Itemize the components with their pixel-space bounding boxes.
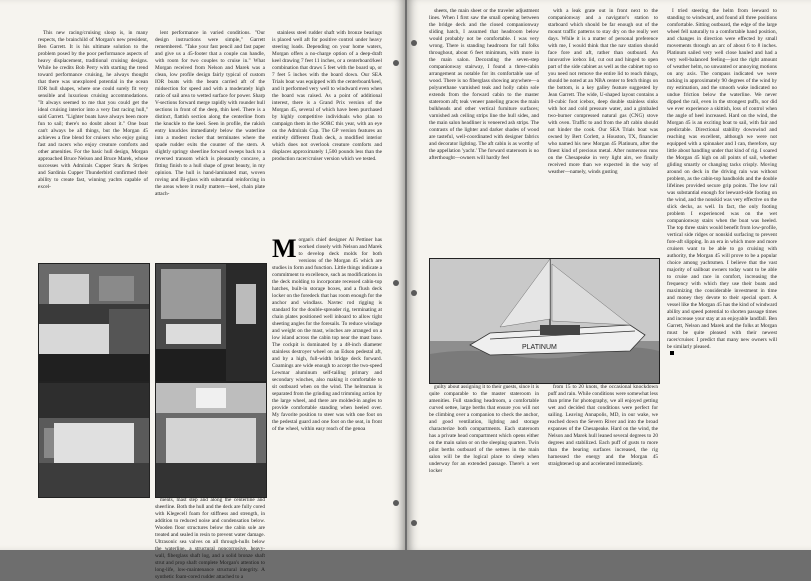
drop-cap: M — [272, 234, 297, 263]
binding-hole — [393, 280, 399, 286]
boat-name-label: PLATINUM — [522, 344, 557, 351]
right-col-2: with a leak grate out in front next to the companionway and a navigator's station to starboard which should be far enough out of the mount traffic patterns to stay dry on the really wet days. While it is a matter of personal preference with me, I would think that the nav station should face fore and aft, rather than outboard. An innovative icebox lid, cut out and hinged to open part of the side cabinet as well as the cabinet top so you need not remove the entire lid to reach things, should be noted at an NBA center to fetch things on the bottom, is a key galley feature suggested by Jean Garrett. The wide, U-shaped layout contains a 10-cubic foot icebox, deep double stainless sinks with hot and cold pressure water, and a gimbaled two-burner compressed natural gas (CNG) stove with oven. Traffic to and from the aft cabin should not hinder the cook. Our SEA Trials boat was owned by Bert Corlett, a Houston, TX, financier who named his new Morgan 45 Platinum, after the finest kind of precious metal. After numerous runs on the Chesapeake in very light airs, we finally received more than we expected in the way of weather—namely, winds gusting — [548, 8, 658, 175]
right-col-3: I tried steering the helm from leeward to standing to windward, and found all three positions comfortable. Sitting outboard, the edge of the large wheel fell naturally to a comfortable hand position, and changes in direction were effected by small movements through an arc of about 6 to 8 inches. Platinum sailed very well close hauled and had a very well-balanced feeling—just the right amount of weather helm, no unwanted or annoying motions on any axis. The compass indicated we were tacking in approximately 90 degrees of the wind by my estimation, and the smooth wake indicated no undue friction below the waterline. We never dipped the rail, even in the strongest puffs, nor did we ever experience a skittish, loss of control when the angle of heel increased. Hard on the wind, the Morgan 45 is an exciting boat to sail, with fair and predictable. Directional stability downwind and reaching was excellent, although we were not equipped with a spinnaker and I can, therefore, say little about handling under that kind of rig. I soared the Morgan 45 high on all points of sail, whether gliding smartly or changing tacks crisply. Moving around on deck in the driving rain was without problem, as the cabin-top handholds and the double lifelines provided secure grip points. The low rail was substantial enough for leeward-side footing on the wind, and the nonskid was very effective on the slick decks, as well. In fact, the only footing problem I experienced was on the wet companionway stairs when the boat was heeled. The top three stairs would benefit from low-profile, vertical side ridges or nonskid surfacing to prevent fore-aft slipping. In an era in which more and more cruisers want to be able to go cruising with authority, the Morgan 45 will prove to be a popular choice among yachtsmen. I believe that the vast majority of sailboat owners today want to be able to cruise and race in comfort, increasing the frequency with which they use their boats and maximizing the considerable investment in time and money they devote to their special sport. A vessel like the Morgan 45 has the kind of windward ability and speed potential to shorten passage times and increase your stay at an enjoyable landfall. Ben Garrett, Nelson and Marek and the folks at Morgan must be quite pleased with their newest racer/cruiser. I predict that many new owners will be similarly pleased. — [667, 8, 777, 548]
binding-hole — [411, 290, 417, 296]
binding-hole — [411, 40, 417, 46]
left-col-1: This new racing/cruising sloop is, in many respects, the brainchild of Morgan's new president, Ben Garrett. It is his ultimate solution to the problem posed by the poor performance aspects of heavy displacement, traditional cruising designs. While he credits Bob Perry with starting the trend toward performance cruising, he always thought that there was unexplored potential in the ocean IOR hull shapes, where one could surely fit very sensible and luxurious cruising accommodations. "It always seemed to me that you could get the ideal cruising interior into a very fast racing hull," said Garrett. "Lighter boats have always been more fun to sail; there's no doubt about it." One boat can't always be all things, but the Morgan 45 achieves a fine blend for cruisers who enjoy going fast and racers who enjoy creature comforts and other amenities. For the basic hull design, Morgan approached Bruce Nelson and Bruce Marek, whose successes with Admirals Cupper Stars & Stripes and Sardinia Cupper Thunderbird confirmed their ability to create fast, winning yachts capable of excel- — [38, 30, 148, 190]
right-col-1-continued: guilty about assigning it to their guests, since it is quite comparable to the master stateroom in amenities. Full standing headroom, a comfortable curved settee, large berths that ensure you will not be climbing over a companion to check the anchor, and good ventilation, lighting and storage characterize both compartments. Each stateroom has a private head compartment which opens either on the main salon or on the sleeping quarters. Twin pilot berths outboard of the settees in the main salon will be the logical place to sleep when underway for an extended passage. There's a wet locker — [429, 384, 539, 474]
right-col-2-continued: from 15 to 20 knots, the occasional knockdown puff and rain. While conditions were somewhat less than prime for photography, we all enjoyed getting wet and decided that conditions were perfect for sailing. Leaving Annapolis, MD, in our wake, we reached down the Severn River and into the broad expanses of the Chesapeake. Hard on the wind, the Nelson and Marek hull leaned several degrees to 20 degrees and stabilized. Each puff of gusts to more than the bearing surfaces increased, the rig harnessed the energy and the Morgan 45 straightened up and accelerated immediately. — [548, 384, 658, 467]
left-page — [0, 0, 405, 580]
right-col-1: sheets, the main sheet or the traveler adjustment lines. When I first saw the small opening between the bridge deck and the closed companionway sliding hatch, I assumed that headroom below would probably not be comfortable. I was very wrong. There is standing headroom for tall folks throughout, about 6 feet minimum, with more in the main salon. Decorating the seven-step companionway stairway, I found a three-cabin arrangement as notable for its comfortable use of wood. There is no fiberglass showing anywhere—a polyurethane varnished teak and holly cabin sole extends from the forward cabin to the master stateroom aft; teak veneer paneling graces the main bulkheads and other vertical furniture surfaces; varnished ash ceiling strips line the hull sides, and the main salon headliner is veneered ash strips. The contrasts of the lighter and darker shades of wood are tasteful, well-coordinated with designer fabrics and decorator lighting. The aft cabin is as worthy of the appellation 'yacht.' The forward stateroom is no afterthought—owners will hardly feel — [429, 8, 539, 161]
photo-interior-galley — [155, 263, 267, 382]
photo-boat-sailing — [429, 258, 660, 384]
binding-hole — [393, 60, 399, 66]
left-col-3-feature: Morgan's chief designer Al Pettiner has worked closely with Nelson and Marek to develop deck molds for both versions of the Morgan 45 which are studies in form and function. Little things indicate a commitment to excellence, such as modifications in the deck molding to incorporate recessed cabin-top hatches, built-in storage boxes, and a flush deck locker on the foredeck that has room enough for the anchor and windlass. Navtec rod rigging is standard for the double-spreader rig, terminating at chain plates positioned well inboard to allow tight sheeting angles for the foresails. To reduce windage and weight on the mast, winches are arranged on a low island across the cabin top near the mast base. The cockpit is dominated by a 48-inch diameter stainless destroyer wheel on an Edson pedestal aft, and by a high, full-width bridge deck forward. Coamings are wide enough to accept the two-speed Lewmar aluminum self-tailing primary and secondary winches, also making it comfortable to sit outboard when on the wind. The helmsman is separated from the grinding and trimming action by the large wheel, and there are molded-in angles to provide comfortable standing when heeled over. My favorite position to steer was with one foot on the pedestal guard and one foot on the seat, in front of the wheel, within easy reach of the genoa — [272, 234, 382, 432]
photo-interior-cabin — [38, 382, 150, 498]
binding-hole — [411, 520, 417, 526]
left-col-3: stainless steel rudder shaft with bronze bearings is placed well aft for positive control under heavy steering loads. Depending on your home waters, Morgan offers a no-charge option of a deep-draft keel drawing 7 feet 11 inches, or a centerboard/keel combination that draws 5 feet with the board up, or 7 feet 5 inches with the board down. Our SEA Trials boat was equipped with the centerboard/keel, and it performed very well to windward even when the board was raised. As a point of additional interest, there is a Grand Prix version of the Morgan 45, several of which have been purchased by highly competitive individuals who plan to campaign them in the SORC this year, with an eye on the Admirals Cup. The GP version features an entirely different flush deck, a modified interior which does not overlook creature comforts and displaces approximately 1,500 pounds less than the production racer/cruiser version which we tested. — [272, 30, 382, 162]
left-col-2-continued: ments, mast step and along the centerline and sheerline. Both the hull and the deck are fully cored with Klegecell foam for stiffness and strength, in addition to reduced noise and condensation below. Wooden floor structures below the cabin sole are treated and sealed in resin to prevent water damage. Ultrasonic sea valves on all through-hulls below the waterline, a structural noncorrosive, heavy-wall, fiberglass shaft log, and a solid bronze shaft strut and prop shaft complete Morgan's attention to long-life, low-maintenance structural integrity. A synthetic foam-cored rudder attached to a — [155, 497, 265, 580]
binding-hole — [393, 500, 399, 506]
right-page — [407, 0, 811, 550]
photo-interior-salon — [38, 263, 150, 382]
left-col-2: lent performance in varied conditions. "Our design instructions were simple," Garrett remembered. "Take your fast pencil and fast paper and give us a 45-footer that a couple can handle, with room for two couples to cruise in." What Morgan received from Nelson and Marek was a clean, low profile design fairly typical of custom IOR boats with the beam carried aft of the midsection for speed and with a moderately high ratio of sail area to wetted surface for power. Sharp V-sections forward merge rapidly with rounder hull sections in front of the deep, thin keel. There is a distinct, flattish section along the centerline from the knuckle to the keel. Seen in profile, the rakish entry knuckles immediately below the waterline into a modest rocker that terminates where the spade rudder exits the counter of the stern. A slightly springy sheerline forward sweeps back to a reversed transom which is pleasantly concave, a fitting finish to a hull shape of great beauty, in my opinion. The hull is hand-laminated mat, woven roving and Bi-glass with substantial reinforcing in the areas where it really matters—keel, chain plate attach- — [155, 30, 265, 197]
photo-interior-stateroom — [155, 382, 267, 498]
end-mark — [670, 351, 674, 355]
